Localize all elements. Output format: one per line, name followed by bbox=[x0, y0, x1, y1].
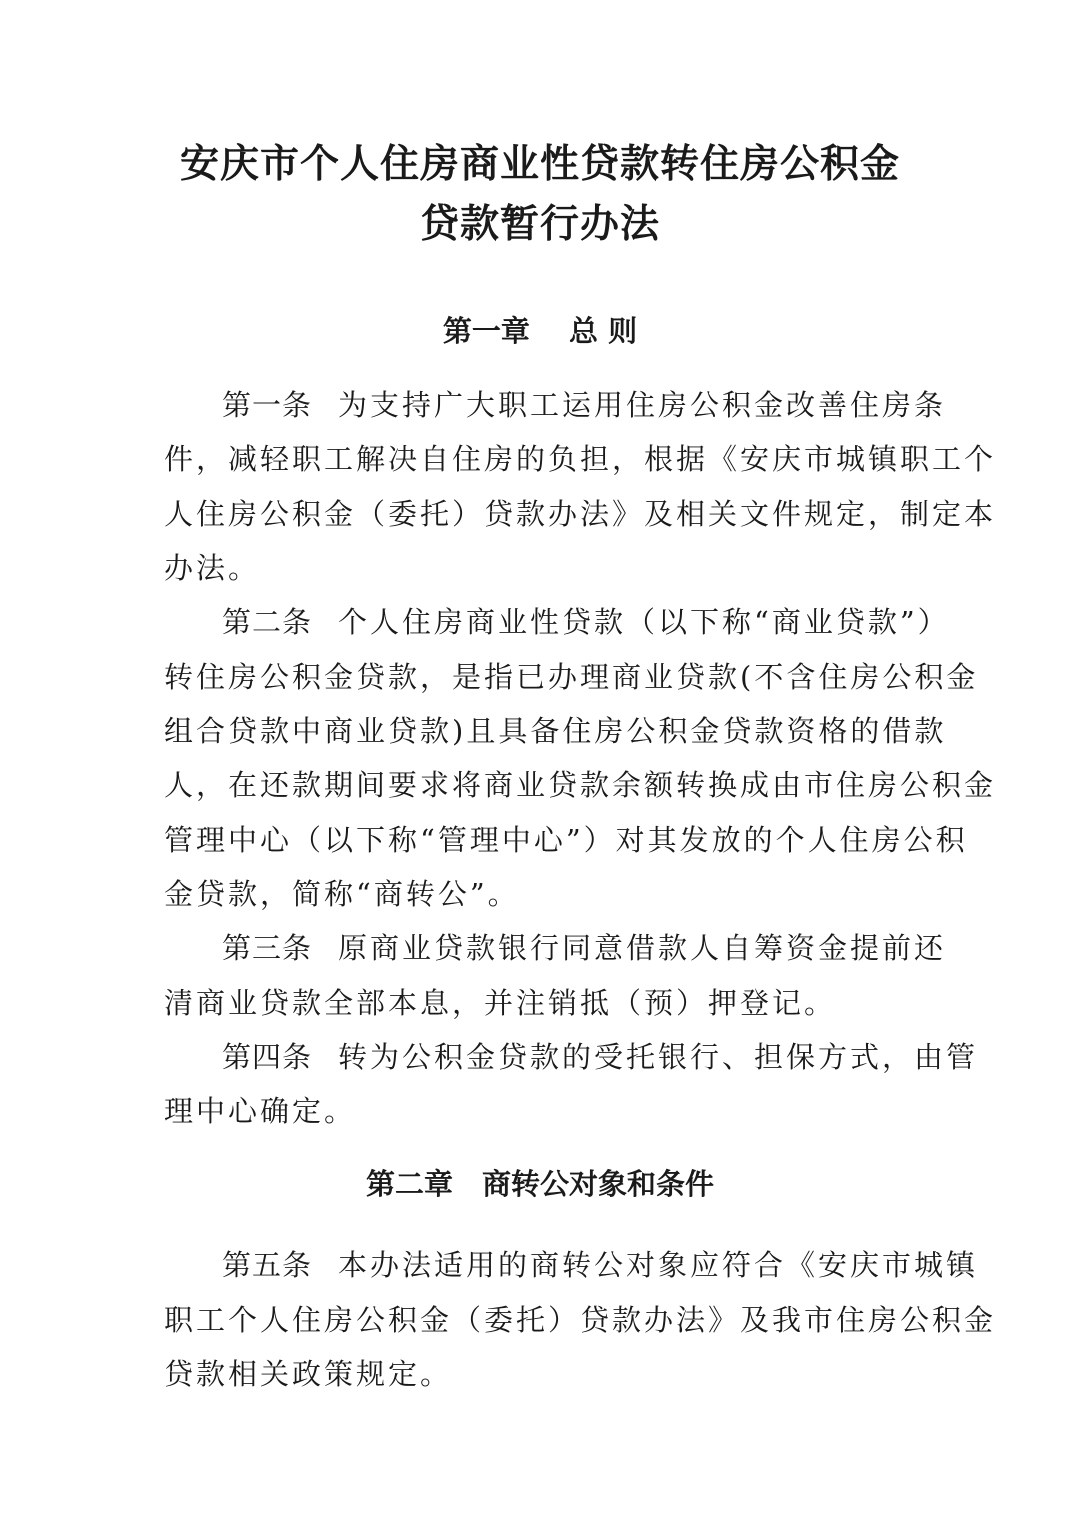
article-5-text: 本办法适用的商转公对象应符合《安庆市城镇 bbox=[338, 1248, 979, 1282]
article-3-line: 清商业贷款全部本息，并注销抵（预）押登记。 bbox=[164, 986, 837, 1020]
article-4-label: 第四条 bbox=[222, 1040, 313, 1074]
article-4-first-line bbox=[222, 1035, 982, 1076]
article-1-line: 件，减轻职工解决自住房的负担，根据《安庆市城镇职工个 bbox=[164, 442, 997, 476]
article-2-line: 人，在还款期间要求将商业贷款余额转换成由市住房公积金 bbox=[164, 768, 997, 802]
article-2-line: 转住房公积金贷款，是指已办理商业贷款(不含住房公积金 bbox=[164, 660, 979, 694]
article-4-text: 转为公积金贷款的受托银行、担保方式，由管 bbox=[338, 1040, 979, 1074]
chapter-1-heading: 第一章 总 则 bbox=[442, 314, 638, 348]
article-1-line: 办法。 bbox=[164, 551, 261, 585]
document-title-line-2: 贷款暂行办法 bbox=[419, 201, 660, 247]
article-1-text: 为支持广大职工运用住房公积金改善住房条 bbox=[338, 388, 947, 422]
article-5-label: 第五条 bbox=[222, 1248, 313, 1282]
article-3-first-line bbox=[222, 926, 982, 967]
article-1-line: 人住房公积金（委托）贷款办法》及相关文件规定，制定本 bbox=[164, 497, 997, 531]
article-5-line: 贷款相关政策规定。 bbox=[164, 1357, 453, 1391]
article-2-line: 管理中心（以下称“管理中心”）对其发放的个人住房公积 bbox=[164, 823, 968, 857]
article-2-line: 金贷款，简称“商转公”。 bbox=[164, 877, 520, 911]
article-2-line: 组合贷款中商业贷款)且具备住房公积金贷款资格的借款 bbox=[164, 714, 947, 748]
document-title-line-1: 安庆市个人住房商业性贷款转住房公积金 bbox=[179, 141, 900, 187]
chapter-2-heading: 第二章 商转公对象和条件 bbox=[365, 1167, 714, 1201]
article-2-text: 个人住房商业性贷款（以下称“商业贷款”） bbox=[338, 605, 950, 639]
article-5-first-line bbox=[222, 1243, 982, 1284]
article-1-label: 第一条 bbox=[222, 388, 313, 422]
article-5-line: 职工个人住房公积金（委托）贷款办法》及我市住房公积金 bbox=[164, 1303, 997, 1337]
article-3-label: 第三条 bbox=[222, 931, 313, 965]
article-2-first-line bbox=[222, 600, 982, 641]
article-3-text: 原商业贷款银行同意借款人自筹资金提前还 bbox=[338, 931, 947, 965]
article-4-line: 理中心确定。 bbox=[164, 1094, 357, 1128]
article-2-label: 第二条 bbox=[222, 605, 313, 639]
article-1-first-line bbox=[222, 383, 982, 424]
